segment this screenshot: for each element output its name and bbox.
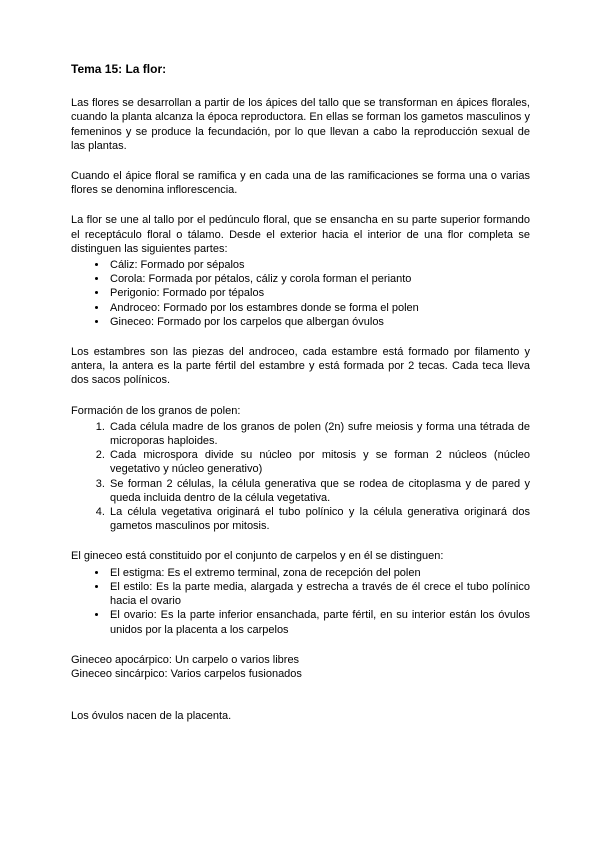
list-item-gineceo: • Gineceo: Formado por los carpelos que albergan óvulos (108, 315, 530, 329)
step-item-4: 4. La célula vegetativa originará el tubo polínico y la célula generativa originará dos gametos masculinos por mitosis. (108, 505, 530, 533)
paragraph-inflorescencia: Cuando el ápice floral se ramifica y en cada una de las ramificaciones se forma una o varias flores se denomina inflorescencia. (71, 170, 530, 197)
paragraph-ovulos: Los óvulos nacen de la placenta. (71, 710, 232, 723)
list-item-estigma: • El estigma: Es el extremo terminal, zona de recepción del polen (108, 566, 530, 580)
paragraph-intro: Las flores se desarrollan a partir de los ápices del tallo que se transforman en ápices florales, cuando la planta alcanza la época reproductora. En ellas se forman los gametos masculinos y femeninos y se produce la fecundación, por lo que llevan a cabo la reproducción sexual de las plantas. (71, 97, 530, 152)
list-item-corola: • Corola: Formada por pétalos, cáliz y corola forman el perianto (108, 272, 530, 286)
paragraph-flor-union: La flor se une al tallo por el pedúnculo floral, que se ensancha en su parte superior formando el receptáculo floral o tálamo. Desde el exterior hacia el interior de una flor completa se distinguen las siguientes partes: (71, 214, 530, 255)
flower-parts-list (71, 258, 530, 329)
list-item-perigonio: • Perigonio: Formado por tépalos (108, 286, 530, 300)
list-item-ovario: • El ovario: Es la parte inferior ensanchada, parte fértil, en su interior están los óvulos unidos por la placenta a los carpelos (108, 608, 530, 636)
paragraph-sincarpico: Gineceo sincárpico: Varios carpelos fusionados (71, 667, 302, 680)
document-title: Tema 15: La flor: (71, 62, 167, 76)
paragraph-estambres: Los estambres son las piezas del androceo, cada estambre está formado por filamento y antera, la antera es la parte fértil del estambre y está formada por 2 tecas. Cada teca lleva dos sacos polínicos. (71, 346, 530, 387)
paragraph-polen-heading: Formación de los granos de polen: (71, 404, 241, 417)
step-item-2: 2. Cada microspora divide su núcleo por mitosis y se forman 2 núcleos (núcleo vegetativo y núcleo generativo) (108, 448, 530, 476)
step-item-3: 3. Se forman 2 células, la célula generativa que se rodea de citoplasma y de pared y queda incluida dentro de la célula vegetativa. (108, 477, 530, 505)
polen-steps-list (71, 420, 530, 534)
gineceo-parts-list (71, 566, 530, 637)
list-item-estilo: • El estilo: Es la parte media, alargada y estrecha a través de él crece el tubo polínico hacia el ovario (108, 580, 530, 608)
list-item-caliz: • Cáliz: Formado por sépalos (108, 258, 530, 272)
step-item-1: 1. Cada célula madre de los granos de polen (2n) sufre meiosis y forma una tétrada de microporas haploides. (108, 420, 530, 448)
list-item-androceo: • Androceo: Formado por los estambres donde se forma el polen (108, 301, 530, 315)
paragraph-gineceo-intro: El gineceo está constituido por el conjunto de carpelos y en él se distinguen: (71, 550, 444, 563)
paragraph-apocarpico: Gineceo apocárpico: Un carpelo o varios libres (71, 653, 300, 666)
